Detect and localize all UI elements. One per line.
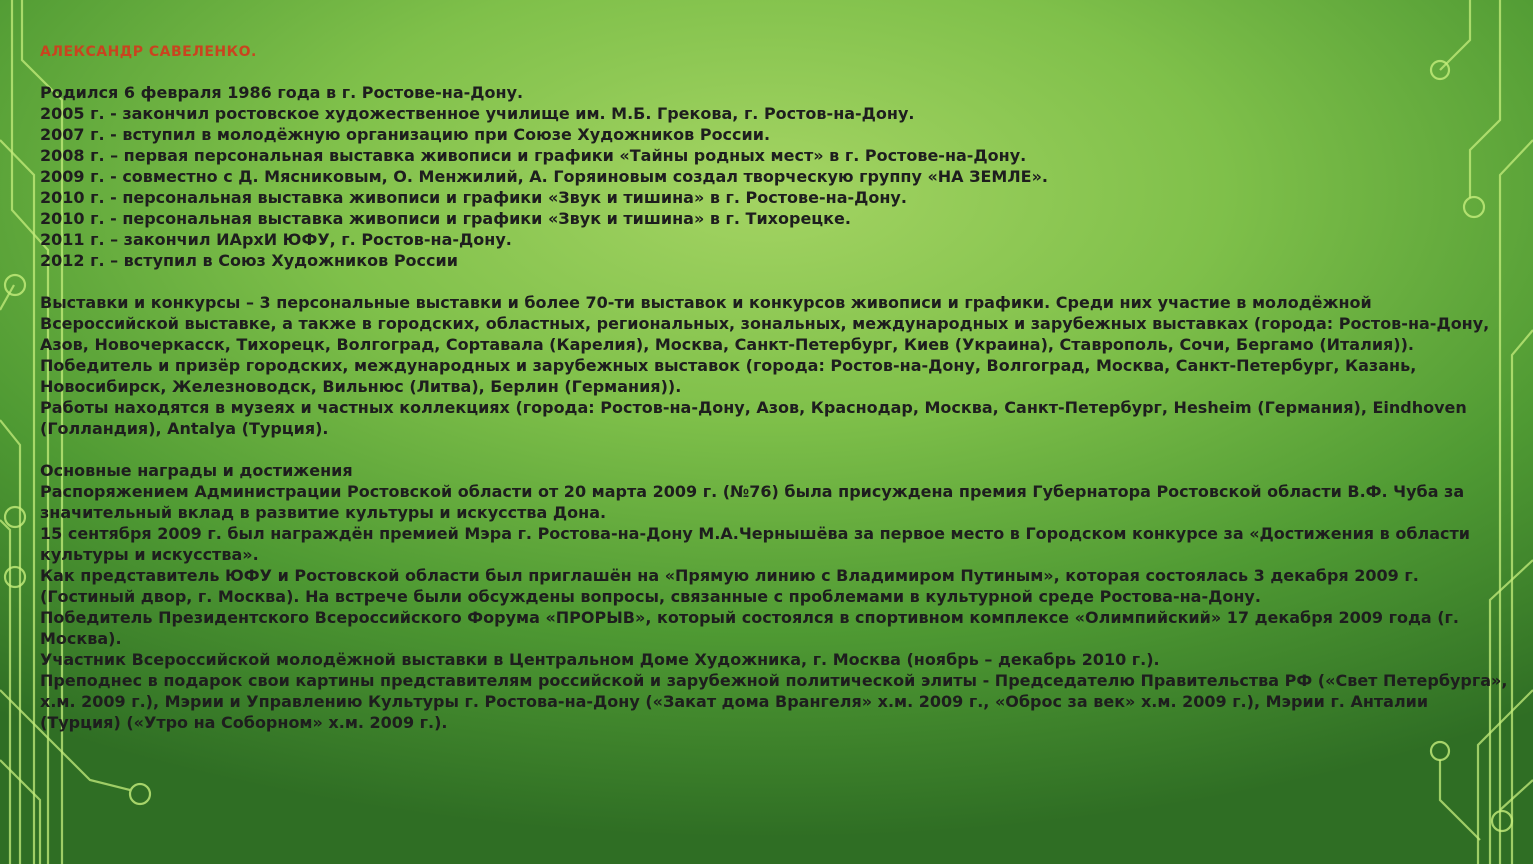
bio-line: 2009 г. - совместно с Д. Мясниковым, О. Менжилий, А. Горяиновым создал творческую группу «НА ЗЕМЛЕ». [40,167,1048,186]
biography-block [40,82,1510,271]
bio-line: 2008 г. – первая персональная выставка живописи и графики «Тайны родных мест» в г. Ростове-на-Дону. [40,146,1027,165]
slide-content [40,42,1510,733]
bio-line: 2007 г. - вступил в молодёжную организацию при Союзе Художников России. [40,125,771,144]
bio-line: 2010 г. - персональная выставка живописи и графики «Звук и тишина» в г. Ростове-на-Дону. [40,188,907,207]
award-paragraph: Участник Всероссийской молодёжной выставки в Центральном Доме Художника, г. Москва (ноябрь – декабрь 2010 г.). [40,650,1160,669]
award-paragraph: Как представитель ЮФУ и Ростовской области был приглашён на «Прямую линию с Владимиром Путиным», которая состоялась 3 декабря 2009 г. (Гостиный двор, г. Москва). На встрече были обсуждены вопросы, связанные с проблемами в культурной среде Ростова-на-Дону. [40,566,1419,606]
bio-line: 2011 г. – закончил ИАрхИ ЮФУ, г. Ростов-на-Дону. [40,230,512,249]
exhibitions-paragraph: Работы находятся в музеях и частных коллекциях (города: Ростов-на-Дону, Азов, Краснодар, Москва, Санкт-Петербург, Hesheim (Германия), Eindhoven (Голландия), Antalya (Турция). [40,398,1467,438]
award-paragraph: Преподнес в подарок свои картины представителям российской и зарубежной политической элиты - Председателю Правительства РФ («Свет Петербурга», х.м. 2009 г.), Мэрии и Управлению Культуры г. Ростова-на-Дону («Закат дома Врангеля» х.м. 2009 г., «Оброс за век» х.м. 2009 г.), Мэрии г. Анталии (Турция) («Утро на Соборном» х.м. 2009 г.). [40,671,1508,732]
exhibitions-block [40,292,1510,439]
exhibitions-paragraph: Выставки и конкурсы – 3 персональные выставки и более 70-ти выставок и конкурсов живописи и графики. Среди них участие в молодёжной Всероссийской выставке, а также в городских, областных, региональных, зональных, международных и зарубежных выставках (города: Ростов-на-Дону, Азов, Новочеркасск, Тихорецк, Волгоград, Сортавала (Карелия), Москва, Санкт-Петербург, Киев (Украина), Ставрополь, Сочи, Бергамо (Италия)). [40,293,1490,354]
award-paragraph: Победитель Президентского Всероссийского Форума «ПРОРЫВ», который состоялся в спортивном комплексе «Олимпийский» 17 декабря 2009 года (г. Москва). [40,608,1459,648]
awards-block [40,460,1510,733]
slide-title: АЛЕКСАНДР САВЕЛЕНКО. [40,44,257,60]
bio-line: 2010 г. - персональная выставка живописи и графики «Звук и тишина» в г. Тихорецке. [40,209,851,228]
awards-heading: Основные награды и достижения [40,461,353,480]
bio-line: Родился 6 февраля 1986 года в г. Ростове-на-Дону. [40,83,524,102]
bio-line: 2005 г. - закончил ростовское художественное училище им. М.Б. Грекова, г. Ростов-на-Дону. [40,104,915,123]
bio-line: 2012 г. – вступил в Союз Художников России [40,251,458,270]
exhibitions-paragraph: Победитель и призёр городских, международных и зарубежных выставок (города: Ростов-на-Дону, Волгоград, Москва, Санкт-Петербург, Казань, Новосибирск, Железноводск, Вильнюс (Литва), Берлин (Германия)). [40,356,1417,396]
award-paragraph: Распоряжением Администрации Ростовской области от 20 марта 2009 г. (№76) была присуждена премия Губернатора Ростовской области В.Ф. Чуба за значительный вклад в развитие культуры и искусства Дона. [40,482,1465,522]
award-paragraph: 15 сентября 2009 г. был награждён премией Мэра г. Ростова-на-Дону М.А.Чернышёва за первое место в Городском конкурсе за «Достижения в области культуры и искусства». [40,524,1470,564]
